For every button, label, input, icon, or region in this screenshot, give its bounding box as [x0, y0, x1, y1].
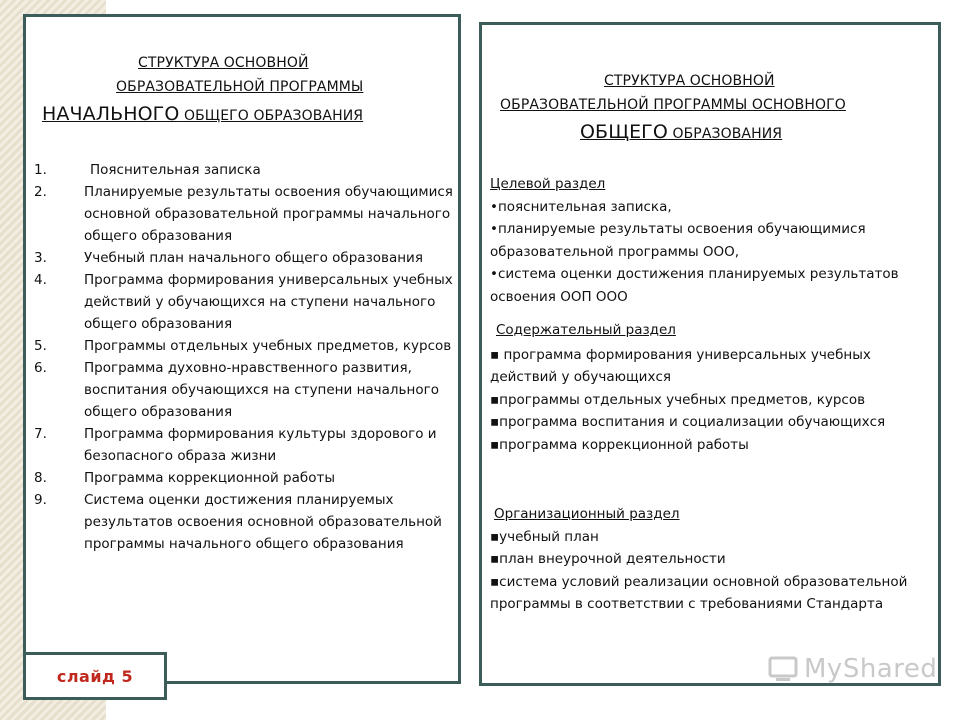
list-item: •пояснительная записка,	[490, 198, 672, 215]
list-item: ▪план внеурочной деятельности	[490, 551, 726, 567]
list-item: 2. Планируемые результаты освоения обучающимися основной образовательной программы начального общего образования	[34, 184, 453, 244]
list-item: 9. Система оценки достижения планируемых результатов освоения основной образовательной программы начального общего образования	[34, 492, 442, 552]
presentation-icon	[768, 654, 798, 684]
right-title-big: ОБЩЕГО	[580, 121, 668, 143]
watermark-text: MyShared	[804, 654, 938, 684]
list-item: ▪учебный план	[490, 528, 599, 545]
list-item: ▪программа воспитания и социализации обучающихся	[490, 414, 886, 430]
list-item: 7. Программа формирования культуры здорового и безопасного образа жизни	[34, 426, 437, 464]
list-item: ▪программа коррекционной работы	[490, 436, 749, 453]
left-title-line2: ОБРАЗОВАТЕЛЬНОЙ ПРОГРАММЫ	[116, 79, 364, 95]
left-title-big: НАЧАЛЬНОГО	[42, 103, 180, 125]
content-section	[490, 319, 936, 456]
target-heading: Целевой раздел	[490, 176, 606, 192]
list-item: •планируемые результаты освоения обучающимися образовательной программы ООО,	[490, 221, 866, 260]
list-item: 5. Программы отдельных учебных предметов, курсов	[34, 338, 452, 354]
list-item: ▪система условий реализации основной образовательной программы в соответствии с требованиями Стандарта	[490, 573, 908, 612]
list-item: 1. Пояснительная записка	[34, 162, 261, 178]
right-title-line1: СТРУКТУРА ОСНОВНОЙ	[604, 73, 775, 89]
org-section	[490, 503, 936, 616]
list-item: 6. Программа духовно-нравственного развития, воспитания обучающихся на ступени начального общего образования	[34, 360, 439, 420]
right-title-line3	[580, 121, 782, 143]
list-item: ▪программы отдельных учебных предметов, курсов	[490, 391, 866, 408]
right-title-line2: ОБРАЗОВАТЕЛЬНОЙ ПРОГРАММЫ ОСНОВНОГО	[500, 97, 846, 113]
list-item: 4. Программа формирования универсальных учебных действий у обучающихся на ступени начального общего образования	[34, 272, 453, 332]
right-panel	[479, 22, 941, 686]
list-item: 8. Программа коррекционной работы	[34, 470, 336, 486]
org-heading: Организационный раздел	[494, 506, 680, 522]
right-title-rest: ОБРАЗОВАНИЯ	[672, 126, 783, 142]
left-title-line3	[42, 103, 363, 125]
watermark	[768, 654, 937, 684]
slide-number-label: слайд 5	[23, 652, 167, 700]
left-title-line1: СТРУКТУРА ОСНОВНОЙ	[138, 55, 309, 71]
left-panel	[23, 14, 461, 684]
left-title-rest: ОБЩЕГО ОБРАЗОВАНИЯ	[183, 108, 364, 124]
list-item: ▪ программа формирования универсальных учебных действий у обучающихся	[490, 346, 871, 385]
target-section	[490, 173, 936, 308]
content-heading: Содержательный раздел	[496, 322, 676, 338]
left-numbered-list	[34, 159, 454, 555]
list-item: 3. Учебный план начального общего образования	[34, 250, 423, 266]
list-item: •система оценки достижения планируемых результатов освоения ООП ООО	[490, 266, 899, 305]
